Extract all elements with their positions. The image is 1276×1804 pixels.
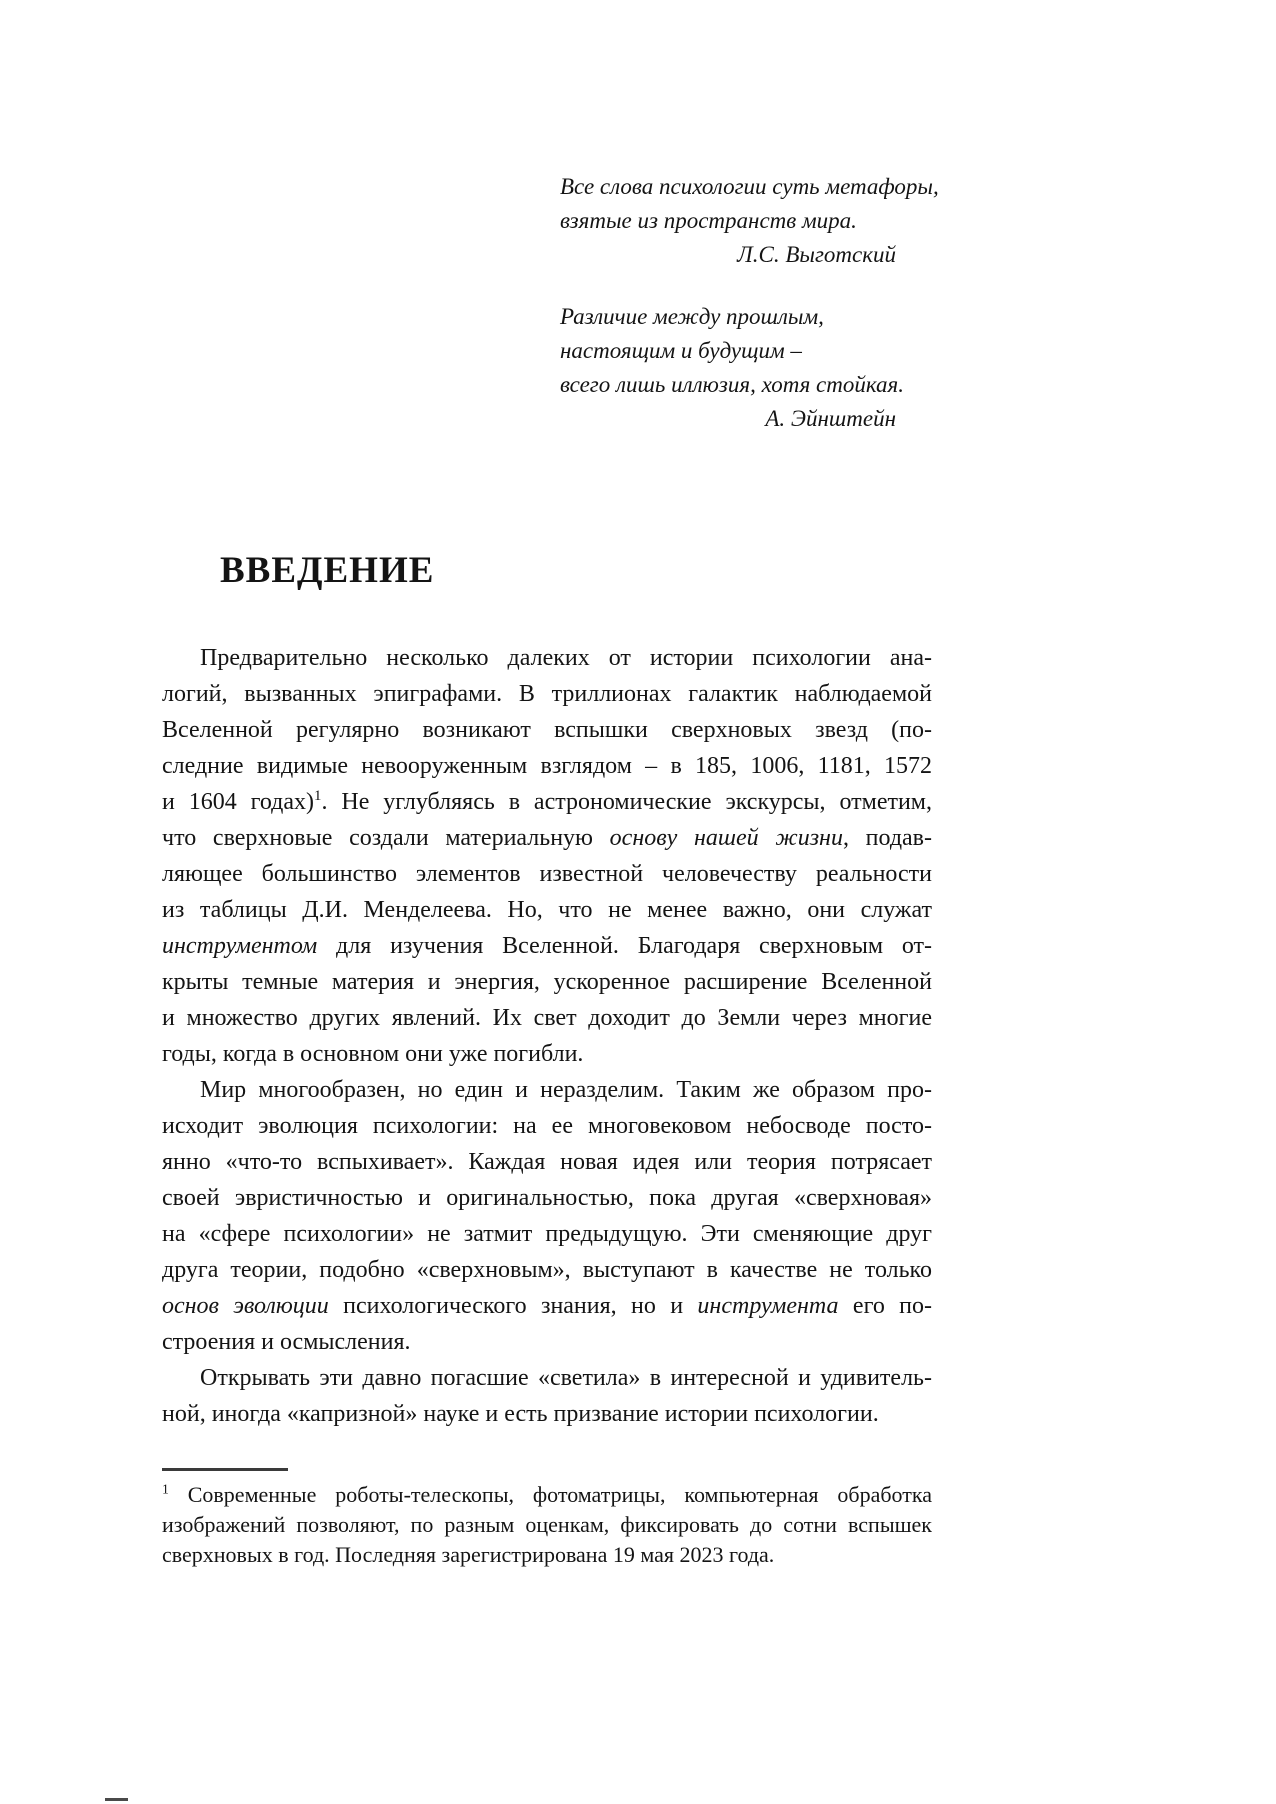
scan-artifact (105, 1798, 128, 1801)
epigraph-attribution: Л.С. Выготский (737, 242, 896, 267)
text-segment: Мир многообразен, но един и неразделим. Таким же образом про- (200, 1077, 932, 1103)
text-segment: , подав- (842, 825, 933, 851)
text-segment: Предварительно несколько далеких от истории психологии ана- (200, 645, 932, 671)
text-segment: . Не углубляясь в астрономические экскурсы, отметим, (321, 789, 932, 815)
text-line (162, 1216, 932, 1252)
text-line (162, 640, 932, 676)
text-line (162, 1288, 932, 1324)
text-line (162, 1000, 932, 1036)
epigraph-line: взятые из пространств мира. (560, 208, 857, 233)
epigraph-line: всего лишь иллюзия, хотя стойкая. (560, 372, 904, 397)
text-segment: для изучения Вселенной. Благодаря сверхновым от- (317, 933, 932, 959)
text-line (162, 1324, 932, 1360)
text-segment: друга теории, подобно «сверхновым», выступают в качестве не только (162, 1257, 932, 1283)
text-line (162, 964, 932, 1000)
text-segment: своей эвристичностью и оригинальностью, пока другая «сверхновая» (162, 1185, 932, 1211)
text-line (162, 784, 932, 820)
footnote-line (162, 1510, 932, 1540)
paragraph (162, 640, 932, 1072)
italic-phrase: основу нашей жизни (609, 825, 843, 851)
footnote-reference: 1 (162, 1481, 169, 1497)
paragraph (162, 1360, 932, 1432)
text-line (162, 1072, 932, 1108)
text-segment: Современные роботы-телескопы, фотоматрицы, компьютерная обработка (168, 1482, 932, 1507)
epigraph-block (560, 170, 939, 436)
text-segment: Вселенной регулярно возникают вспышки сверхновых звезд (по- (162, 717, 932, 743)
epigraph-attribution: А. Эйнштейн (765, 406, 896, 431)
footnote-line (162, 1540, 932, 1570)
footnote-rule (162, 1468, 288, 1471)
epigraph (560, 170, 939, 272)
text-line (162, 1144, 932, 1180)
text-line (162, 928, 932, 964)
text-segment: исходит эволюция психологии: на ее многовековом небосводе посто- (162, 1113, 932, 1139)
chapter-heading: ВВЕДЕНИЕ (220, 550, 435, 591)
text-segment: годы, когда в основном они уже погибли. (162, 1041, 584, 1067)
text-segment: его по- (838, 1293, 933, 1319)
text-line (162, 712, 932, 748)
text-line (162, 820, 932, 856)
italic-phrase: основ эволюции (162, 1293, 329, 1319)
text-line (162, 1036, 932, 1072)
body-text (162, 640, 932, 1432)
text-segment: психологического знания, но и (328, 1293, 698, 1319)
text-segment: крыты темные материя и энергия, ускоренное расширение Вселенной (162, 969, 932, 995)
text-line (162, 1108, 932, 1144)
italic-phrase: инструмента (697, 1293, 839, 1319)
epigraph (560, 300, 904, 436)
text-segment: на «сфере психологии» не затмит предыдущую. Эти сменяющие друг (162, 1221, 932, 1247)
text-segment: Открывать эти давно погасшие «светила» в интересной и удивитель- (200, 1365, 932, 1391)
text-segment: сверхновых в год. Последняя зарегистрирована 19 мая 2023 года. (162, 1542, 775, 1567)
text-line (162, 892, 932, 928)
text-line (162, 1360, 932, 1396)
epigraph-line: настоящим и будущим – (560, 338, 802, 363)
text-segment: что сверхновые создали материальную (162, 825, 610, 851)
text-segment: и 1604 годах) (162, 789, 315, 815)
text-line (162, 1396, 932, 1432)
footnote (162, 1480, 932, 1570)
text-segment: ляющее большинство элементов известной человечеству реальности (162, 861, 932, 887)
text-line (162, 748, 932, 784)
text-segment: изображений позволяют, по разным оценкам, фиксировать до сотни вспышек (162, 1512, 932, 1537)
text-segment: янно «что-то вспыхивает». Каждая новая идея или теория потрясает (162, 1149, 932, 1175)
epigraph-line: Все слова психологии суть метафоры, (560, 174, 939, 199)
text-segment: следние видимые невооруженным взглядом – в 185, 1006, 1181, 1572 (162, 753, 932, 779)
footnote-reference: 1 (314, 788, 322, 804)
text-segment: из таблицы Д.И. Менделеева. Но, что не менее важно, они служат (162, 897, 932, 923)
text-segment: ной, иногда «капризной» науке и есть призвание истории психологии. (162, 1401, 879, 1427)
text-segment: строения и осмысления. (162, 1329, 411, 1355)
text-segment: логий, вызванных эпиграфами. В триллионах галактик наблюдаемой (162, 681, 932, 707)
text-line (162, 1180, 932, 1216)
text-line (162, 1252, 932, 1288)
text-segment: и множество других явлений. Их свет доходит до Земли через многие (162, 1005, 932, 1031)
footnote-line (162, 1480, 932, 1510)
epigraph-line: Различие между прошлым, (560, 304, 824, 329)
italic-phrase: инструментом (162, 933, 318, 959)
text-line (162, 856, 932, 892)
text-line (162, 676, 932, 712)
paragraph (162, 1072, 932, 1360)
